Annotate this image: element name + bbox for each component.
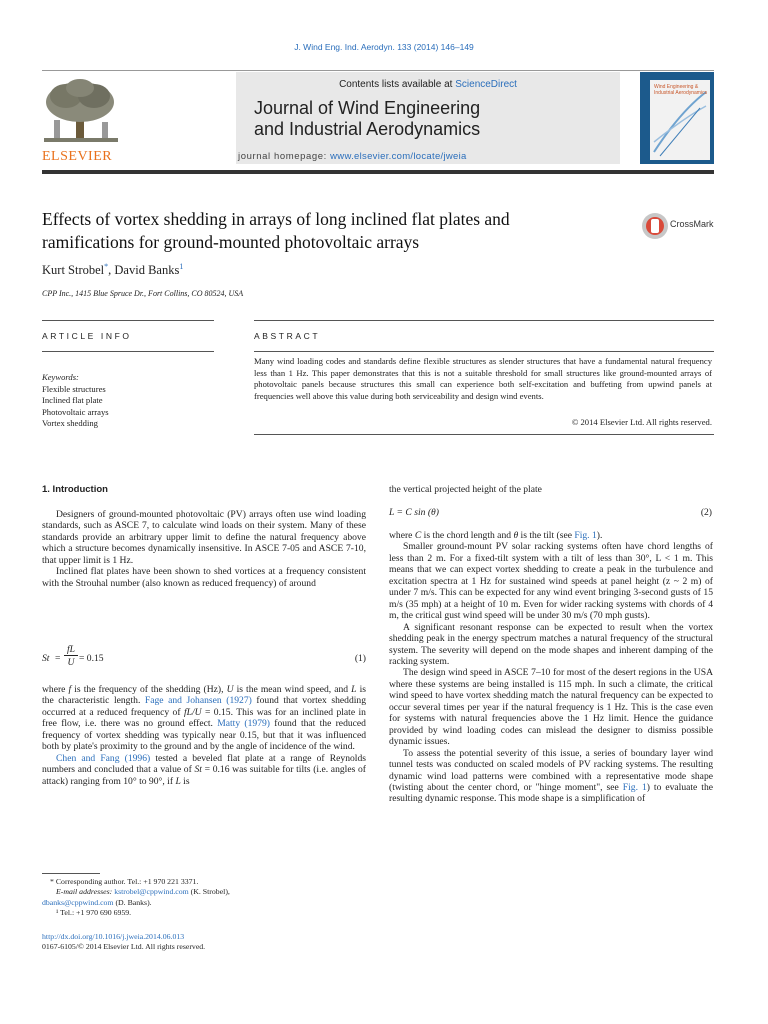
eq1-rhs: = 0.15 <box>79 653 104 664</box>
reference-link[interactable]: Fage and Johansen (1927) <box>144 695 252 707</box>
math-var: C <box>414 530 422 541</box>
paragraph: A significant resonant response can be expected to result when the vortex shedding peak in the energy spectrum matches a natural frequency of the structural system. The severity will depend on the mode shapes and inherent damping of the racking system. <box>389 621 713 667</box>
authors <box>42 262 183 278</box>
doi-block <box>42 932 205 953</box>
journal-homepage <box>238 151 467 162</box>
footnote-mark[interactable]: 1 <box>179 262 184 271</box>
text-run: is <box>180 775 190 787</box>
author-strobel[interactable]: Kurt Strobel <box>42 263 105 278</box>
math-var: U <box>226 684 234 695</box>
header-rule <box>42 70 714 71</box>
left-column-top <box>42 509 366 589</box>
reference-link[interactable]: Chen and Fang (1996) <box>56 752 151 764</box>
article-info-heading: ARTICLE INFO <box>42 331 132 341</box>
crossmark-badge[interactable] <box>640 210 730 244</box>
journal-citation[interactable]: J. Wind Eng. Ind. Aerodyn. 133 (2014) 146–149 <box>294 42 474 52</box>
math-var: St <box>194 764 202 776</box>
eq1-denominator: U <box>67 657 75 668</box>
figure-link[interactable]: Fig. 1 <box>622 781 647 793</box>
email-owner: (D. Banks). <box>113 897 152 907</box>
math-var: L <box>175 775 181 787</box>
text-run: where <box>389 530 415 541</box>
cover-title: Wind Engineering & Industrial Aerodynamics <box>654 84 708 96</box>
abstract-copyright: © 2014 Elsevier Ltd. All rights reserved. <box>571 417 712 427</box>
math-var: fL/U <box>183 706 202 718</box>
footnotes <box>42 877 230 919</box>
text-run: found that vortex shedding occurred at a reduced frequency of <box>42 695 366 718</box>
right-column-body <box>389 530 713 805</box>
text-run: where <box>42 684 69 695</box>
keywords-block <box>42 372 109 430</box>
text-run: is the mean wind speed, and <box>233 684 352 695</box>
keyword-item: Inclined flat plate <box>42 395 103 405</box>
article-info-rule <box>42 351 214 352</box>
text-run: ). <box>596 530 603 541</box>
abstract-heading: ABSTRACT <box>254 331 321 341</box>
footnote-1: ¹ Tel.: +1 970 690 6959. <box>56 908 132 918</box>
crossmark-icon <box>640 211 670 241</box>
email-label: E-mail addresses: <box>56 887 115 897</box>
author-separator: , <box>108 263 115 278</box>
text-run: = 0.15. This was for an inclined plate in free flow, i.e. there was no ground effect. <box>42 706 366 730</box>
email-line-2 <box>42 898 230 908</box>
footnote-rule <box>42 873 100 874</box>
text-run: = 0.16 was suitable for tilts (i.e. angles of attack) ranging from 10° to 90°, if <box>42 764 366 787</box>
keyword-item: Photovoltaic arrays <box>42 406 109 417</box>
paragraph: Designers of ground-mounted photovoltaic (PV) arrays often use wind loading standards, such as ASCE 7, to calculate wind loads on their system. Many of these standards provide an arbitrary upper limit to define the natural frequency above which a structure becomes dynamically insensitive. In ASCE 7-05 and ASCE 7-10, that upper limit is 1 Hz. <box>42 509 366 566</box>
crossmark-label: CrossMark <box>670 219 714 229</box>
paragraph: the vertical projected height of the plate <box>389 484 542 495</box>
math-var: θ <box>513 530 519 541</box>
abstract-text: Many wind loading codes and standards define flexible structures as slender structures that have a fundamental natural frequency less than 1 Hz. This paper demonstrates that this is not a suitable threshold for small structures like ground-mounted arrays of photovoltaic panels because structures this small can experience both self-excitation and buffeting from upwind panels at frequencies well above this value during both serviceability and design wind events. <box>254 356 712 401</box>
text-run: tested a beveled flat plate at a range of Reynolds numbers and concluded that a value of <box>42 752 366 776</box>
right-column-intro <box>389 484 713 495</box>
text-run: To assess the potential severity of this issue, a series of boundary layer wind tunnel tests was conducted on scaled models of PV racking systems. The resulting dynamic wind load patterns were combined with a representative mode shape (twisting about the center chord, or "hinge moment", see <box>389 747 713 793</box>
homepage-prefix: journal homepage: <box>238 151 331 162</box>
abstract-top-rule <box>254 320 714 321</box>
corresponding-mark[interactable]: * <box>104 262 109 271</box>
email-owner: (K. Strobel), <box>188 887 230 897</box>
header-thick-rule <box>42 170 714 174</box>
paragraph <box>389 748 713 805</box>
corresponding-author-note: * Corresponding author. Tel.: +1 970 221 3371. <box>50 877 199 886</box>
equation-1-number: (1) <box>354 653 366 664</box>
keyword-item: Vortex shedding <box>42 418 98 428</box>
publisher-logo-text: ELSEVIER <box>42 149 113 164</box>
journal-title-line2: and Industrial Aerodynamics <box>254 119 481 139</box>
homepage-link[interactable]: www.elsevier.com/locate/jweia <box>330 151 467 162</box>
text-run: found that the reduced frequency of vortex shedding was typically near 0.15, but that it was influenced both by plate's proximity to the ground and by the angle of incidence of the wind. <box>42 718 366 753</box>
journal-cover-thumbnail[interactable] <box>640 72 714 164</box>
text-run: is the frequency of the shedding (Hz), <box>71 684 227 695</box>
doi-link[interactable]: http://dx.doi.org/10.1016/j.jweia.2014.06.013 <box>42 932 185 941</box>
paragraph: The design wind speed in ASCE 7–10 for most of the desert regions in the USA where these systems are being installed is 115 mph. In such a climate, the critical wind speed to have vortex shedding match the natural frequency can be expected to occur several times per year if the natural frequency is 1 Hz. This is the case even for systems with natural frequencies above the 1 Hz limit. Hence the guidance provided by wind loading codes can mislead the designer to dismiss possible dynamic issues. <box>389 667 713 748</box>
email-line <box>42 887 230 897</box>
paragraph: Inclined flat plates have been shown to shed vortices at a frequency consistent with the Strouhal number (also known as reduced frequency) of around <box>42 566 366 589</box>
paragraph: Smaller ground-mount PV solar racking systems often have chord lengths of less than 2 m. For a fixed-tilt system with a tilt of less than 30°, L < 1 m. This means that we can expect vortex shedding to create a peak in the turbulence and excitation spectra at 1 Hz for sustained wind speeds at panel height (z ~ 2 m) of under 7 m/s. This can be expected for any wind event bringing 3-second gusts of 15 m/s (35 mph) at a height of 10 m. Even for wider racking systems with chords of 4 m, the critical gust wind speed will be under 30 m/s (70 mph gusts). <box>389 541 713 622</box>
left-column-bottom <box>42 684 366 787</box>
abstract-rule <box>254 351 714 352</box>
keywords-label: Keywords: <box>42 372 79 382</box>
paragraph <box>389 530 713 541</box>
article-title-line1: Effects of vortex shedding in arrays of long inclined flat plates and <box>42 209 510 229</box>
affiliation: CPP Inc., 1415 Blue Spruce Dr., Fort Collins, CO 80524, USA <box>42 289 244 298</box>
email-link-strobel[interactable]: kstrobel@cppwind.com <box>114 887 189 897</box>
figure-link[interactable]: Fig. 1 <box>574 530 597 541</box>
contents-line <box>236 79 620 90</box>
contents-prefix: Contents lists available at <box>339 79 456 90</box>
paragraph <box>42 753 366 787</box>
keyword-item: Flexible structures <box>42 383 106 394</box>
article-info-top-rule <box>42 320 214 321</box>
eq1-lhs: St <box>42 653 50 664</box>
text-run: ) to evaluate the resulting dynamic response. This mode shape is a simplification of <box>389 781 713 805</box>
journal-title <box>254 98 480 140</box>
journal-title-line1: Journal of Wind Engineering <box>254 98 481 118</box>
math-var: f <box>68 684 72 695</box>
reference-link[interactable]: Matty (1979) <box>217 718 270 730</box>
issn-line: 0167-6105/© 2014 Elsevier Ltd. All rights reserved. <box>42 942 206 952</box>
equation-2: L = C sin (θ) <box>389 507 439 518</box>
sciencedirect-link[interactable]: ScienceDirect <box>455 79 517 90</box>
section-heading-introduction: 1. Introduction <box>42 484 108 495</box>
text-run: is the tilt (see <box>518 530 575 541</box>
text-run: is the chord length and <box>421 530 514 541</box>
text-run: is the characteristic length. <box>42 684 366 707</box>
eq1-numerator: fL <box>64 644 78 656</box>
equation-2-number: (2) <box>700 507 712 518</box>
paragraph <box>42 684 366 753</box>
article-title-line2: ramifications for ground-mounted photovoltaic arrays <box>42 232 420 252</box>
math-var: L <box>351 684 357 695</box>
abstract-bottom-rule <box>254 434 714 435</box>
author-banks[interactable]: David Banks <box>114 263 180 278</box>
article-title <box>42 208 602 254</box>
email-link-banks[interactable]: dbanks@cppwind.com <box>42 897 114 907</box>
